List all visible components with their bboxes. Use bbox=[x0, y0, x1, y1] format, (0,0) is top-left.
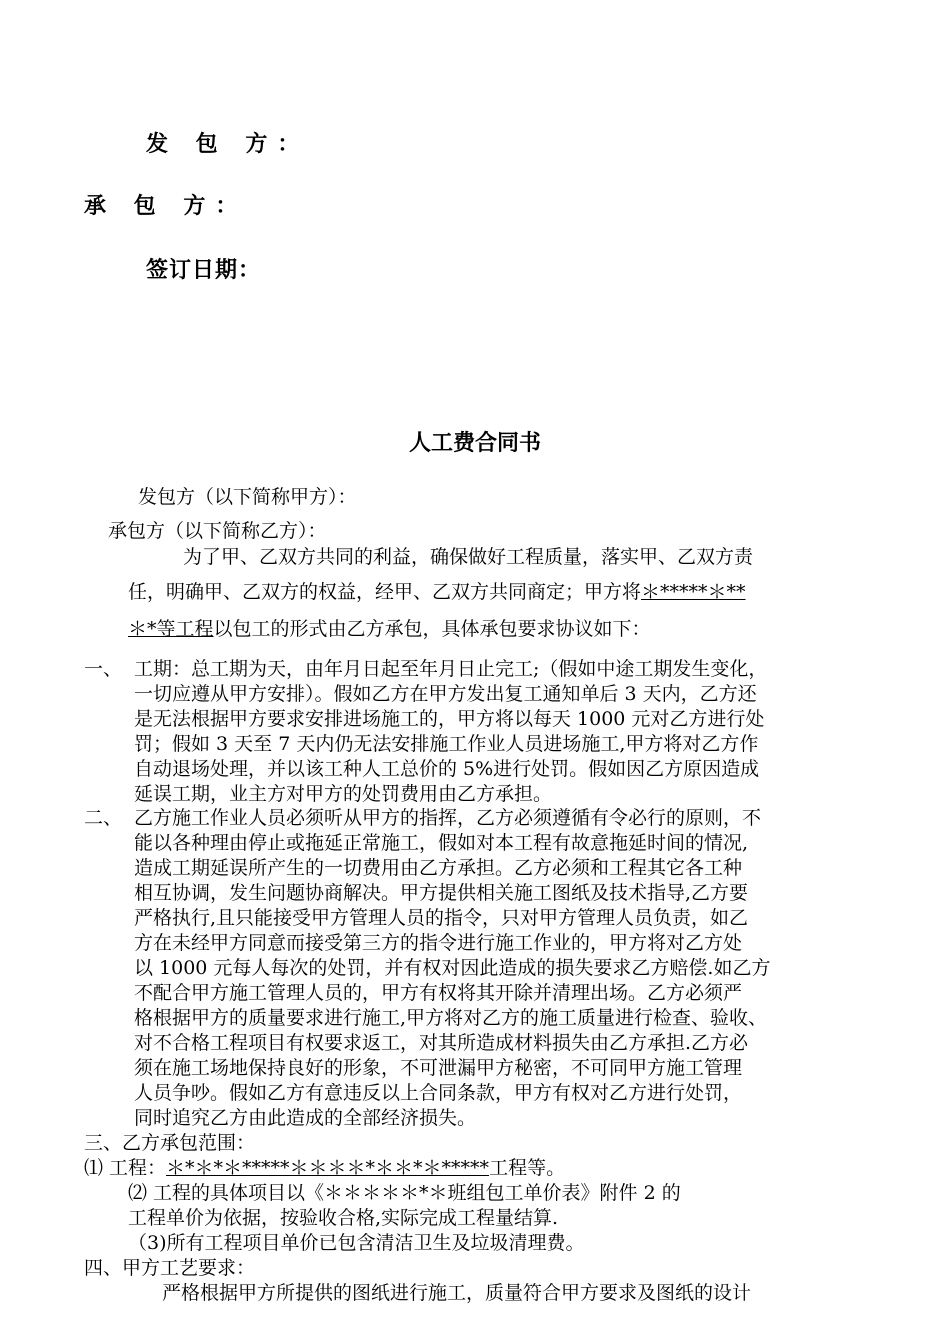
document-title: 人工费合同书 bbox=[408, 431, 541, 456]
section-1-line: 延误工期，业主方对甲方的处罚费用由乙方承担。 bbox=[134, 783, 553, 805]
section-2-line: 同时追究乙方由此造成的全部经济损失。 bbox=[134, 1107, 477, 1129]
section-2-line: 严格执行,且只能接受甲方管理人员的指令，只对甲方管理人员负责，如乙 bbox=[134, 907, 749, 929]
employer-label: 发 包 方： bbox=[146, 132, 310, 157]
section-2-line: 格根据甲方的质量要求进行施工,甲方将对乙方的施工质量进行检查、验收、 bbox=[134, 1007, 768, 1029]
section-3-item-1: ⑴ 工程：＊*＊*＊*****＊＊＊＊*＊＊*＊*****工程等。 bbox=[84, 1157, 566, 1179]
project-name-blank-cont: ＊*等工程 bbox=[128, 618, 214, 640]
section-1-number: 一、 bbox=[84, 658, 123, 680]
section-2-line: 相互协调，发生问题协商解决。甲方提供相关施工图纸及技术指导,乙方要 bbox=[134, 882, 749, 904]
section-3-item-2-line-2: 工程单价为依据，按验收合格,实际完成工程量结算. bbox=[128, 1207, 559, 1229]
signing-date-label: 签订日期： bbox=[146, 258, 262, 283]
section-2-line: 不配合甲方施工管理人员的，甲方有权将其开除并清理出场。乙方必须严 bbox=[134, 982, 743, 1004]
section-2-line: 须在施工场地保持良好的形象，不可泄漏甲方秘密，不可同甲方施工管理 bbox=[134, 1057, 743, 1079]
section-2-number: 二、 bbox=[84, 807, 123, 829]
scope-project-blank: ＊*＊*＊*****＊＊＊＊*＊＊*＊***** bbox=[166, 1157, 490, 1179]
section-2-line: 方在未经甲方同意而接受第三方的指令进行施工作业的，甲方将对乙方处 bbox=[134, 932, 743, 954]
section-1-line: 是无法根据甲方要求安排进场施工的，甲方将以每天 1000 元对乙方进行处 bbox=[134, 708, 765, 730]
contractor-label: 承 包 方： bbox=[84, 194, 248, 219]
contractor-party: 承包方（以下简称乙方）： bbox=[108, 520, 327, 542]
section-1-line: 工期：总工期为天，由年月日起至年月日止完工;（假如中途工期发生变化， bbox=[134, 658, 768, 680]
section-1-line: 自动退场处理，并以该工种人工总价的 5%进行处罚。假如因乙方原因造成 bbox=[134, 758, 760, 780]
section-2-line: 以 1000 元每人每次的处罚，并有权对因此造成的损失要求乙方赔偿.如乙方 bbox=[134, 957, 771, 979]
section-4-line-1: 严格根据甲方所提供的图纸进行施工，质量符合甲方要求及图纸的设计 bbox=[162, 1282, 752, 1304]
section-3-item-2-line-1: ⑵ 工程的具体项目以《＊＊＊＊＊*＊班组包工单价表》附件 2 的 bbox=[128, 1182, 681, 1204]
section-2-line: 能以各种理由停止或拖延正常施工，假如对本工程有故意拖延时间的情况, bbox=[134, 832, 749, 854]
section-2-line: 造成工期延误所产生的一切费用由乙方承担。乙方必须和工程其它各工种 bbox=[134, 857, 743, 879]
section-4-heading: 四、甲方工艺要求： bbox=[84, 1257, 256, 1279]
intro-line-1: 为了甲、乙双方共同的利益，确保做好工程质量，落实甲、乙双方责 bbox=[183, 546, 754, 568]
section-3-item-3: （3)所有工程项目单价已包含清洁卫生及垃圾清理费。 bbox=[128, 1232, 585, 1254]
section-2-line: 对不合格工程项目有权要求返工，对其所造成材料损失由乙方承担.乙方必 bbox=[134, 1032, 749, 1054]
intro-line-3: ＊*等工程以包工的形式由乙方承包，具体承包要求协议如下： bbox=[128, 618, 651, 640]
section-2-line: 人员争吵。假如乙方有意违反以上合同条款，甲方有权对乙方进行处罚， bbox=[134, 1082, 743, 1104]
intro-line-2: 任，明确甲、乙双方的权益，经甲、乙双方共同商定；甲方将＊*****＊** bbox=[128, 581, 746, 603]
employer-party: 发包方（以下简称甲方）： bbox=[138, 486, 357, 508]
section-1-line: 一切应遵从甲方安排）。假如乙方在甲方发出复工通知单后 3 天内，乙方还 bbox=[134, 683, 757, 705]
section-1-line: 罚；假如 3 天至 7 天内仍无法安排施工作业人员进场施工,甲方将对乙方作 bbox=[134, 733, 759, 755]
project-name-blank: ＊*****＊** bbox=[641, 581, 746, 603]
section-3-heading: 三、乙方承包范围： bbox=[84, 1132, 256, 1154]
section-2-line: 乙方施工作业人员必须听从甲方的指挥，乙方必须遵循有令必行的原则，不 bbox=[134, 807, 762, 829]
